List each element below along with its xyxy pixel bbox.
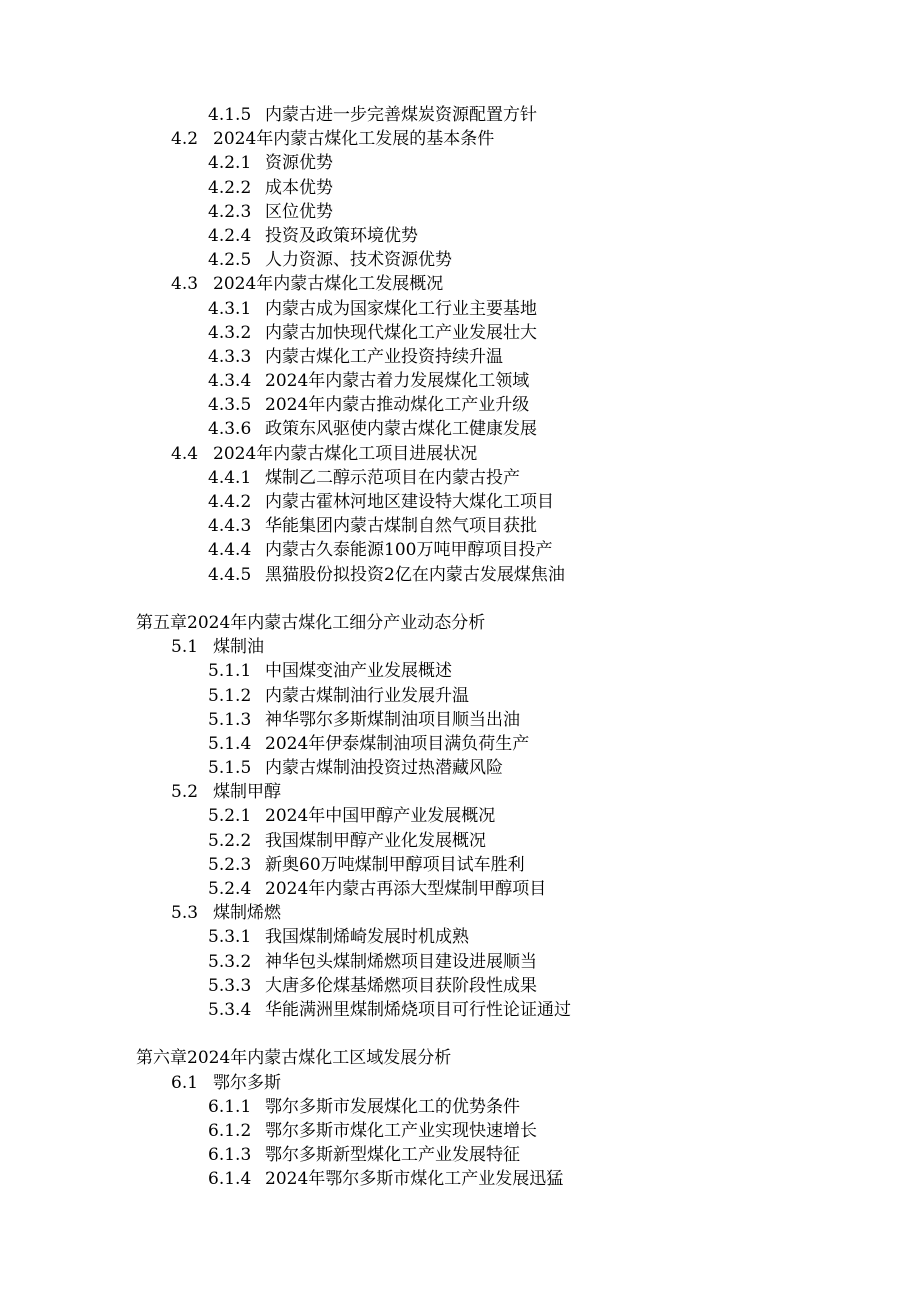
toc-entry-number: 4.4.4: [208, 540, 252, 561]
toc-subsection-entry: [0, 297, 920, 321]
toc-entry-number: 5.3.4: [208, 999, 252, 1020]
toc-entry-title: 投资及政策环境优势: [265, 225, 418, 246]
toc-entry-number: 4.3.6: [208, 419, 252, 440]
toc-section-entry: [0, 1071, 920, 1095]
toc-entry-title: 资源优势: [265, 153, 333, 174]
toc-entry-number: 5.3.1: [208, 927, 252, 948]
blank-line: [0, 587, 920, 611]
toc-subsection-entry: [0, 974, 920, 998]
toc-entry-number: 5.1.4: [208, 733, 252, 754]
toc-section-entry: [0, 901, 920, 925]
toc-entry-number: 5.1.5: [208, 758, 252, 779]
blank-line: [0, 1022, 920, 1046]
toc-entry-title: 2024年内蒙古着力发展煤化工领域: [265, 371, 530, 392]
toc-entry-title: 区位优势: [265, 201, 333, 222]
toc-entry-number: 4.1.5: [208, 105, 252, 125]
toc-entry-number: 4.4.3: [208, 516, 252, 537]
toc-entry-title: 内蒙古煤制油投资过热潜藏风险: [265, 758, 503, 779]
toc-entry-title: 煤制乙二醇示范项目在内蒙古投产: [265, 467, 520, 488]
toc-entry-title: 内蒙古加快现代煤化工产业发展壮大: [265, 322, 537, 343]
toc-subsection-entry: [0, 466, 920, 490]
toc-entry-title: 内蒙古成为国家煤化工行业主要基地: [265, 298, 537, 319]
toc-entry-title: 我国煤制烯崎发展时机成熟: [265, 927, 469, 948]
toc-entry-number: 4.2.5: [208, 250, 252, 271]
toc-chapter-heading: [0, 611, 920, 635]
toc-entry-number: 5.1.3: [208, 709, 252, 730]
toc-entry-number: 5.3.2: [208, 951, 252, 972]
toc-entry-title: 政策东风驱使内蒙古煤化工健康发展: [265, 419, 537, 440]
toc-entry-title: 内蒙古煤制油行业发展升温: [265, 685, 469, 706]
toc-entry-title: 新奥60万吨煤制甲醇项目试车胜利: [265, 854, 525, 875]
toc-entry-title: 内蒙古久泰能源100万吨甲醇项目投产: [265, 540, 553, 561]
toc-entry-number: 5.2.2: [208, 830, 252, 851]
toc-entry-title: 2024年内蒙古再添大型煤制甲醇项目: [265, 879, 547, 899]
toc-subsection-entry: [0, 925, 920, 949]
toc-entry-number: 4.4.1: [208, 467, 252, 488]
toc-entry-title: 大唐多伦煤基烯燃项目获阶段性成果: [265, 975, 537, 996]
toc-entry-title: 成本优势: [265, 177, 333, 198]
toc-subsection-entry: [0, 829, 920, 853]
toc-subsection-entry: [0, 151, 920, 175]
toc-subsection-entry: [0, 321, 920, 345]
toc-entry-title: 2024年内蒙古煤化工发展的基本条件: [213, 129, 495, 150]
toc-subsection-entry: [0, 756, 920, 780]
toc-entry-title: 第五章2024年内蒙古煤化工细分产业动态分析: [136, 612, 486, 633]
toc-entry-title: 内蒙古煤化工产业投资持续升温: [265, 346, 503, 367]
toc-entry-number: 4.3.1: [208, 298, 252, 319]
toc-subsection-entry: [0, 708, 920, 732]
toc-entry-title: 中国煤变油产业发展概述: [265, 661, 452, 682]
toc-subsection-entry: [0, 490, 920, 514]
toc-entry-title: 内蒙古进一步完善煤炭资源配置方针: [265, 105, 537, 125]
toc-subsection-entry: [0, 1119, 920, 1143]
toc-subsection-entry: [0, 1095, 920, 1119]
toc-entry-number: 4.4.5: [208, 564, 252, 585]
toc-entry-number: 4.3: [171, 274, 199, 295]
toc-chapter-heading: [0, 1046, 920, 1070]
toc-entry-title: 煤制甲醇: [213, 782, 281, 803]
toc-entry-number: 6.1.2: [208, 1120, 252, 1141]
toc-entry-number: 4.2: [171, 129, 199, 150]
toc-entry-number: 4.2.3: [208, 201, 252, 222]
toc-entry-title: 鄂尔多斯市煤化工产业实现快速增长: [265, 1120, 537, 1141]
toc-entry-number: 5.2.4: [208, 879, 252, 899]
toc-entry-title: 人力资源、技术资源优势: [265, 250, 452, 271]
toc-entry-number: 4.4.2: [208, 492, 252, 512]
toc-subsection-entry: [0, 1143, 920, 1167]
toc-entry-title: 2024年中国甲醇产业发展概况: [265, 806, 496, 827]
toc-entry-title: 鄂尔多斯市发展煤化工的优势条件: [265, 1096, 520, 1117]
toc-entry-number: 5.3: [171, 903, 199, 924]
toc-entry-number: 5.2.1: [208, 806, 252, 827]
toc-entry-number: 5.2.3: [208, 854, 252, 875]
toc-entry-title: 黑猫股份拟投资2亿在内蒙古发展煤焦油: [265, 564, 565, 585]
toc-entry-number: 4.3.3: [208, 346, 252, 367]
toc-section-entry: [0, 272, 920, 296]
toc-entry-title: 煤制油: [213, 637, 264, 658]
toc-entry-number: 5.1: [171, 637, 199, 658]
toc-entry-number: 4.2.4: [208, 225, 252, 246]
toc-subsection-entry: [0, 417, 920, 441]
toc-entry-title: 煤制烯燃: [213, 903, 281, 924]
toc-entry-number: 4.3.2: [208, 322, 252, 343]
toc-entry-number: 5.1.1: [208, 661, 252, 682]
toc-entry-title: 神华包头煤制烯燃项目建设进展顺当: [265, 951, 537, 972]
toc-entry-title: 神华鄂尔多斯煤制油项目顺当出油: [265, 709, 520, 730]
toc-subsection-entry: [0, 393, 920, 417]
toc-subsection-entry: [0, 103, 920, 127]
toc-subsection-entry: [0, 1167, 920, 1191]
toc-entry-title: 2024年伊泰煤制油项目满负荷生产: [265, 733, 530, 754]
toc-subsection-entry: [0, 176, 920, 200]
table-of-contents: [0, 103, 920, 1191]
toc-subsection-entry: [0, 563, 920, 587]
toc-entry-title: 第六章2024年内蒙古煤化工区域发展分析: [136, 1048, 452, 1069]
toc-entry-number: 6.1: [171, 1072, 199, 1093]
toc-entry-number: 5.2: [171, 782, 199, 803]
toc-entry-number: 6.1.1: [208, 1096, 252, 1117]
toc-section-entry: [0, 635, 920, 659]
toc-entry-number: 5.3.3: [208, 975, 252, 996]
toc-subsection-entry: [0, 659, 920, 683]
toc-entry-number: 6.1.3: [208, 1145, 252, 1166]
toc-subsection-entry: [0, 514, 920, 538]
toc-entry-title: 鄂尔多斯: [213, 1072, 281, 1093]
toc-subsection-entry: [0, 877, 920, 901]
toc-section-entry: [0, 780, 920, 804]
toc-subsection-entry: [0, 732, 920, 756]
toc-entry-title: 2024年内蒙古煤化工项目进展状况: [213, 443, 478, 464]
toc-subsection-entry: [0, 684, 920, 708]
toc-subsection-entry: [0, 804, 920, 828]
toc-subsection-entry: [0, 248, 920, 272]
toc-entry-number: 4.3.5: [208, 395, 252, 416]
toc-entry-number: 4.2.1: [208, 153, 252, 174]
toc-entry-number: 4.2.2: [208, 177, 252, 198]
toc-subsection-entry: [0, 200, 920, 224]
toc-entry-title: 鄂尔多斯新型煤化工产业发展特征: [265, 1145, 520, 1166]
toc-entry-title: 内蒙古霍林河地区建设特大煤化工项目: [265, 492, 554, 512]
toc-entry-title: 2024年内蒙古推动煤化工产业升级: [265, 395, 530, 416]
toc-subsection-entry: [0, 345, 920, 369]
toc-entry-title: 2024年鄂尔多斯市煤化工产业发展迅猛: [265, 1169, 564, 1190]
toc-section-entry: [0, 127, 920, 151]
toc-entry-number: 5.1.2: [208, 685, 252, 706]
toc-entry-number: 6.1.4: [208, 1169, 252, 1190]
toc-entry-title: 我国煤制甲醇产业化发展概况: [265, 830, 486, 851]
toc-entry-title: 华能集团内蒙古煤制自然气项目获批: [265, 516, 537, 537]
toc-entry-title: 华能满洲里煤制烯烧项目可行性论证通过: [265, 999, 571, 1020]
toc-subsection-entry: [0, 369, 920, 393]
toc-entry-number: 4.3.4: [208, 371, 252, 392]
toc-entry-number: 4.4: [171, 443, 199, 464]
toc-subsection-entry: [0, 853, 920, 877]
toc-section-entry: [0, 442, 920, 466]
toc-subsection-entry: [0, 538, 920, 562]
toc-subsection-entry: [0, 998, 920, 1022]
toc-subsection-entry: [0, 950, 920, 974]
toc-subsection-entry: [0, 224, 920, 248]
toc-entry-title: 2024年内蒙古煤化工发展概况: [213, 274, 444, 295]
